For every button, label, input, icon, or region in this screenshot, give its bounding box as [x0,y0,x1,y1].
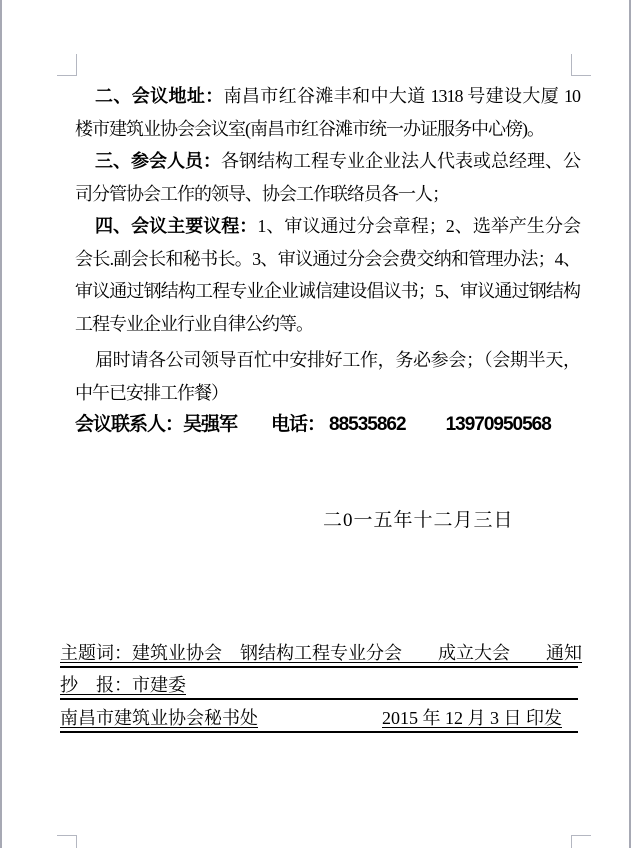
line-text: 各钢结构工程专业企业法人代表或总经理、公 [221,151,580,171]
line-text: 南昌市红谷滩丰和中大道 1318 号建设大厦 10 [223,86,581,106]
paragraph-meeting-address-line [75,80,580,113]
section-heading-agenda: 四、会议主要议程： [95,216,258,236]
document-body [75,80,580,534]
footer-subject-row [60,635,582,668]
subject-keywords: 主题词：建筑业协会 钢结构工程专业分会 成立大会 通知 [60,642,582,663]
issuer-name: 南昌市建筑业协会秘书处 [60,707,258,728]
section-heading-attendees: 三、参会人员： [95,151,221,171]
paragraph-attendees-line: 司分管协会工作的领导、协会工作联络员各一人； [75,183,449,204]
line-text: 1、审议通过分会章程；2、选举产生分会 [257,216,581,236]
document-footer [60,635,582,733]
contact-person: 会议联系人：吴强军 [75,414,238,435]
paragraph-agenda-line: 审议通过钢结构工程专业企业诚信建设倡议书；5、审议通过钢结构 [75,281,580,301]
margin-mark-bottom-right-icon [571,835,591,848]
footer-issue-row [60,700,578,733]
paragraph-agenda-line: 会长.副会长和秘书长。3、审议通过分会会费交纳和管理办法；4、 [75,248,580,269]
page-right-edge [629,0,631,848]
phone-label: 电话： [271,414,326,435]
issue-date: 2015 年 12 月 3 日 印发 [382,707,562,728]
margin-mark-top-left-icon [57,54,77,76]
paragraph-agenda-line: 工程专业企业行业自律公约等。 [75,313,313,334]
margin-mark-top-right-icon [571,54,591,76]
attendance-note-line: 届时请各公司领导百忙中安排好工作，务必参会；（会期半天， [95,350,580,370]
document-date: 二0一五年十二月三日 [323,509,514,531]
paragraph-meeting-address-line: 楼市建筑业协会会议室(南昌市红谷滩市统一办证服务中心傍)。 [75,118,544,139]
paragraph-agenda-line [75,210,580,243]
page-left-edge [0,0,2,848]
copy-to: 抄 报：市建委 [60,675,186,695]
paragraph-attendees-line [75,145,580,178]
phone-number-1: 88535862 [329,414,406,435]
footer-copy-row [60,668,578,701]
margin-mark-bottom-left-icon [57,835,77,848]
phone-number-2: 13970950568 [445,414,551,435]
attendance-note-line: 中午已安排工作餐） [75,382,228,403]
contact-line [75,409,580,442]
section-heading-address: 二、会议地址： [95,86,224,106]
